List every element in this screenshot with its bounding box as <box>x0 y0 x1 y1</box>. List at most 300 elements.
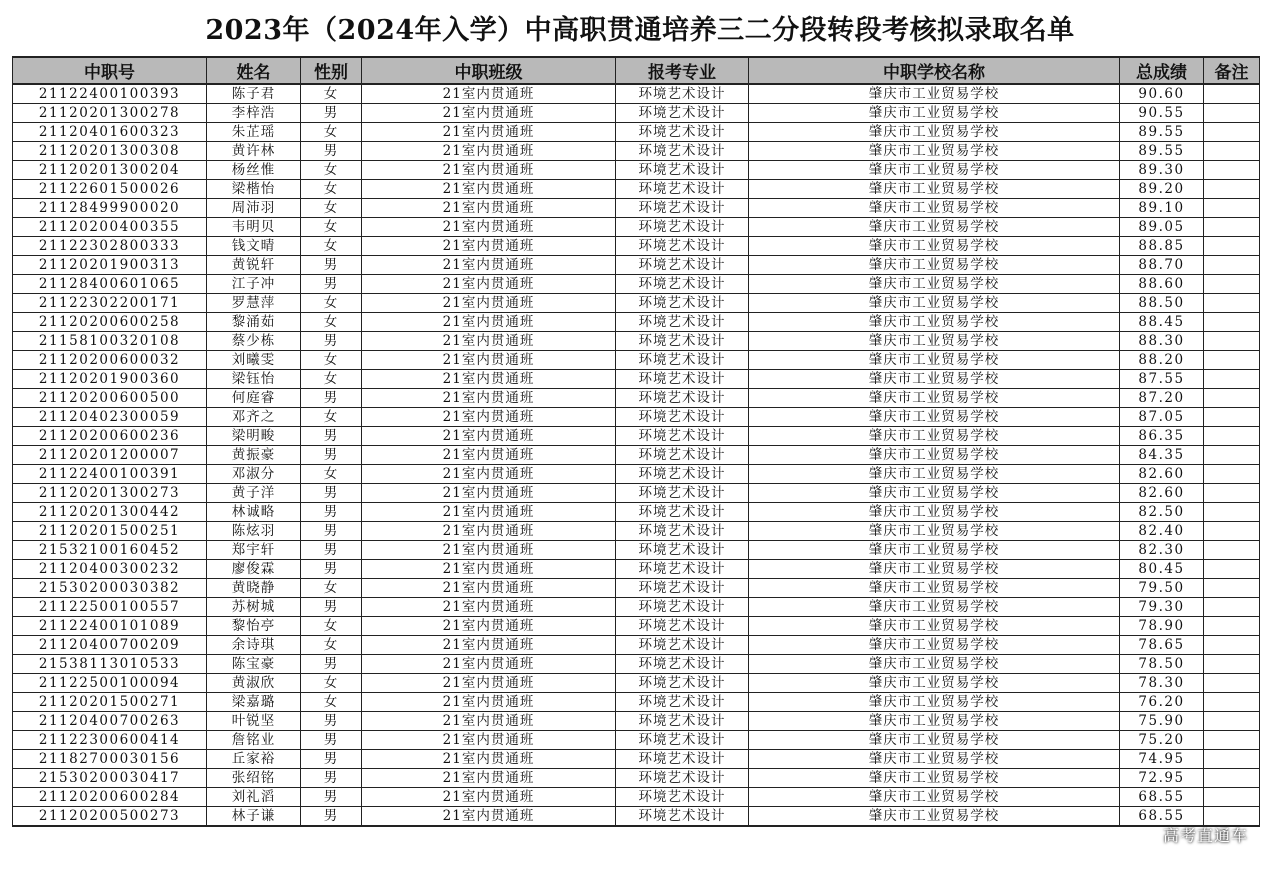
cell-name: 梁钰怡 <box>207 370 301 389</box>
cell-school: 肇庆市工业贸易学校 <box>749 427 1120 446</box>
cell-gender: 女 <box>301 180 362 199</box>
cell-class: 21室内贯通班 <box>362 465 616 484</box>
cell-total-score: 82.40 <box>1120 522 1204 541</box>
cell-gender: 女 <box>301 636 362 655</box>
page-title: 2023年（2024年入学）中高职贯通培养三二分段转段考核拟录取名单 <box>205 15 1075 46</box>
cell-major: 环境艺术设计 <box>616 446 749 465</box>
cell-major: 环境艺术设计 <box>616 465 749 484</box>
cell-total-score: 78.50 <box>1120 655 1204 674</box>
cell-major: 环境艺术设计 <box>616 598 749 617</box>
cell-name: 邓齐之 <box>207 408 301 427</box>
cell-class: 21室内贯通班 <box>362 294 616 313</box>
cell-gender: 男 <box>301 560 362 579</box>
cell-class: 21室内贯通班 <box>362 123 616 142</box>
cell-remarks <box>1204 180 1260 199</box>
cell-class: 21室内贯通班 <box>362 693 616 712</box>
cell-major: 环境艺术设计 <box>616 541 749 560</box>
cell-major: 环境艺术设计 <box>616 484 749 503</box>
cell-student-id: 21122302200171 <box>13 294 207 313</box>
cell-class: 21室内贯通班 <box>362 142 616 161</box>
table-row <box>13 750 1260 769</box>
cell-student-id: 21120201900313 <box>13 256 207 275</box>
cell-total-score: 87.05 <box>1120 408 1204 427</box>
cell-remarks <box>1204 332 1260 351</box>
cell-major: 环境艺术设计 <box>616 617 749 636</box>
cell-class: 21室内贯通班 <box>362 750 616 769</box>
cell-school: 肇庆市工业贸易学校 <box>749 484 1120 503</box>
cell-name: 张绍铭 <box>207 769 301 788</box>
cell-class: 21室内贯通班 <box>362 199 616 218</box>
cell-remarks <box>1204 617 1260 636</box>
cell-remarks <box>1204 351 1260 370</box>
cell-class: 21室内贯通班 <box>362 522 616 541</box>
cell-remarks <box>1204 104 1260 123</box>
cell-student-id: 21120200600258 <box>13 313 207 332</box>
cell-total-score: 74.95 <box>1120 750 1204 769</box>
cell-remarks <box>1204 389 1260 408</box>
cell-gender: 女 <box>301 84 362 104</box>
table-row <box>13 389 1260 408</box>
cell-school: 肇庆市工业贸易学校 <box>749 332 1120 351</box>
cell-remarks <box>1204 541 1260 560</box>
cell-major: 环境艺术设计 <box>616 560 749 579</box>
cell-remarks <box>1204 142 1260 161</box>
cell-remarks <box>1204 522 1260 541</box>
cell-class: 21室内贯通班 <box>362 161 616 180</box>
cell-school: 肇庆市工业贸易学校 <box>749 750 1120 769</box>
cell-major: 环境艺术设计 <box>616 750 749 769</box>
cell-school: 肇庆市工业贸易学校 <box>749 275 1120 294</box>
cell-school: 肇庆市工业贸易学校 <box>749 256 1120 275</box>
cell-school: 肇庆市工业贸易学校 <box>749 807 1120 827</box>
cell-school: 肇庆市工业贸易学校 <box>749 84 1120 104</box>
cell-class: 21室内贯通班 <box>362 332 616 351</box>
cell-gender: 男 <box>301 332 362 351</box>
cell-gender: 女 <box>301 161 362 180</box>
cell-class: 21室内贯通班 <box>362 579 616 598</box>
cell-student-id: 21120201300278 <box>13 104 207 123</box>
table-row <box>13 446 1260 465</box>
cell-gender: 男 <box>301 522 362 541</box>
admission-table <box>12 56 1260 827</box>
cell-school: 肇庆市工业贸易学校 <box>749 655 1120 674</box>
cell-major: 环境艺术设计 <box>616 275 749 294</box>
cell-gender: 女 <box>301 199 362 218</box>
cell-school: 肇庆市工业贸易学校 <box>749 560 1120 579</box>
cell-gender: 男 <box>301 104 362 123</box>
cell-name: 詹铭业 <box>207 731 301 750</box>
cell-student-id: 21120201900360 <box>13 370 207 389</box>
table-row <box>13 84 1260 104</box>
cell-student-id: 21120201300273 <box>13 484 207 503</box>
cell-major: 环境艺术设计 <box>616 788 749 807</box>
cell-gender: 男 <box>301 788 362 807</box>
table-row <box>13 541 1260 560</box>
table-row <box>13 769 1260 788</box>
cell-name: 蔡少栋 <box>207 332 301 351</box>
cell-gender: 女 <box>301 218 362 237</box>
cell-gender: 男 <box>301 807 362 827</box>
cell-gender: 男 <box>301 731 362 750</box>
cell-remarks <box>1204 161 1260 180</box>
cell-name: 黄振豪 <box>207 446 301 465</box>
cell-remarks <box>1204 788 1260 807</box>
cell-name: 韦明贝 <box>207 218 301 237</box>
cell-class: 21室内贯通班 <box>362 275 616 294</box>
cell-name: 廖俊霖 <box>207 560 301 579</box>
cell-student-id: 21120200600236 <box>13 427 207 446</box>
cell-school: 肇庆市工业贸易学校 <box>749 617 1120 636</box>
cell-total-score: 82.60 <box>1120 484 1204 503</box>
cell-student-id: 21530200030417 <box>13 769 207 788</box>
cell-major: 环境艺术设计 <box>616 674 749 693</box>
cell-major: 环境艺术设计 <box>616 161 749 180</box>
cell-student-id: 21128499900020 <box>13 199 207 218</box>
table-body <box>13 84 1260 826</box>
cell-school: 肇庆市工业贸易学校 <box>749 313 1120 332</box>
header-row <box>13 57 1260 84</box>
cell-gender: 男 <box>301 446 362 465</box>
cell-remarks <box>1204 446 1260 465</box>
table-row <box>13 332 1260 351</box>
cell-major: 环境艺术设计 <box>616 807 749 827</box>
cell-gender: 女 <box>301 237 362 256</box>
cell-class: 21室内贯通班 <box>362 351 616 370</box>
table-row <box>13 617 1260 636</box>
cell-class: 21室内贯通班 <box>362 731 616 750</box>
table-row <box>13 731 1260 750</box>
cell-student-id: 21122302800333 <box>13 237 207 256</box>
cell-school: 肇庆市工业贸易学校 <box>749 294 1120 313</box>
cell-major: 环境艺术设计 <box>616 218 749 237</box>
cell-major: 环境艺术设计 <box>616 522 749 541</box>
table-row <box>13 294 1260 313</box>
table-row <box>13 161 1260 180</box>
cell-major: 环境艺术设计 <box>616 104 749 123</box>
cell-total-score: 88.30 <box>1120 332 1204 351</box>
cell-remarks <box>1204 370 1260 389</box>
cell-school: 肇庆市工业贸易学校 <box>749 446 1120 465</box>
cell-student-id: 21532100160452 <box>13 541 207 560</box>
cell-gender: 女 <box>301 294 362 313</box>
table-row <box>13 370 1260 389</box>
cell-name: 刘曦雯 <box>207 351 301 370</box>
cell-major: 环境艺术设计 <box>616 503 749 522</box>
cell-class: 21室内贯通班 <box>362 370 616 389</box>
cell-school: 肇庆市工业贸易学校 <box>749 161 1120 180</box>
cell-gender: 男 <box>301 503 362 522</box>
table-row <box>13 693 1260 712</box>
cell-class: 21室内贯通班 <box>362 503 616 522</box>
cell-school: 肇庆市工业贸易学校 <box>749 636 1120 655</box>
cell-name: 陈炫羽 <box>207 522 301 541</box>
cell-name: 梁明畯 <box>207 427 301 446</box>
cell-gender: 男 <box>301 541 362 560</box>
cell-student-id: 21120200500273 <box>13 807 207 827</box>
cell-remarks <box>1204 294 1260 313</box>
cell-class: 21室内贯通班 <box>362 84 616 104</box>
cell-name: 黄锐轩 <box>207 256 301 275</box>
table-row <box>13 503 1260 522</box>
cell-name: 黄晓静 <box>207 579 301 598</box>
cell-major: 环境艺术设计 <box>616 712 749 731</box>
cell-name: 黄淑欣 <box>207 674 301 693</box>
cell-class: 21室内贯通班 <box>362 484 616 503</box>
cell-remarks <box>1204 712 1260 731</box>
cell-student-id: 21122400100393 <box>13 84 207 104</box>
header-total-score: 总成绩 <box>1120 57 1204 84</box>
cell-class: 21室内贯通班 <box>362 427 616 446</box>
cell-name: 朱芷瑶 <box>207 123 301 142</box>
cell-remarks <box>1204 313 1260 332</box>
cell-total-score: 82.60 <box>1120 465 1204 484</box>
cell-name: 陈宝豪 <box>207 655 301 674</box>
cell-name: 梁嘉璐 <box>207 693 301 712</box>
table-row <box>13 674 1260 693</box>
table-row <box>13 142 1260 161</box>
cell-name: 黎涌茹 <box>207 313 301 332</box>
cell-gender: 男 <box>301 256 362 275</box>
cell-class: 21室内贯通班 <box>362 674 616 693</box>
cell-major: 环境艺术设计 <box>616 351 749 370</box>
cell-remarks <box>1204 484 1260 503</box>
cell-gender: 女 <box>301 408 362 427</box>
cell-remarks <box>1204 465 1260 484</box>
cell-major: 环境艺术设计 <box>616 636 749 655</box>
cell-name: 余诗琪 <box>207 636 301 655</box>
cell-student-id: 21120400700209 <box>13 636 207 655</box>
cell-gender: 男 <box>301 427 362 446</box>
cell-total-score: 79.50 <box>1120 579 1204 598</box>
header-remarks: 备注 <box>1204 57 1260 84</box>
cell-total-score: 88.70 <box>1120 256 1204 275</box>
table-row <box>13 807 1260 827</box>
cell-total-score: 88.20 <box>1120 351 1204 370</box>
table-row <box>13 351 1260 370</box>
cell-remarks <box>1204 769 1260 788</box>
cell-student-id: 21158100320108 <box>13 332 207 351</box>
cell-school: 肇庆市工业贸易学校 <box>749 104 1120 123</box>
cell-school: 肇庆市工业贸易学校 <box>749 199 1120 218</box>
cell-name: 罗慧萍 <box>207 294 301 313</box>
cell-name: 丘家裕 <box>207 750 301 769</box>
cell-school: 肇庆市工业贸易学校 <box>749 180 1120 199</box>
cell-total-score: 89.30 <box>1120 161 1204 180</box>
cell-name: 何庭睿 <box>207 389 301 408</box>
cell-class: 21室内贯通班 <box>362 598 616 617</box>
cell-student-id: 21120201200007 <box>13 446 207 465</box>
cell-total-score: 88.45 <box>1120 313 1204 332</box>
cell-school: 肇庆市工业贸易学校 <box>749 370 1120 389</box>
cell-name: 杨丝惟 <box>207 161 301 180</box>
cell-total-score: 78.90 <box>1120 617 1204 636</box>
cell-total-score: 89.55 <box>1120 142 1204 161</box>
table-row <box>13 655 1260 674</box>
table-row <box>13 218 1260 237</box>
cell-total-score: 84.35 <box>1120 446 1204 465</box>
cell-school: 肇庆市工业贸易学校 <box>749 465 1120 484</box>
cell-gender: 女 <box>301 370 362 389</box>
cell-major: 环境艺术设计 <box>616 427 749 446</box>
cell-total-score: 88.85 <box>1120 237 1204 256</box>
cell-remarks <box>1204 636 1260 655</box>
cell-school: 肇庆市工业贸易学校 <box>749 503 1120 522</box>
cell-total-score: 82.50 <box>1120 503 1204 522</box>
table-row <box>13 313 1260 332</box>
cell-total-score: 80.45 <box>1120 560 1204 579</box>
cell-total-score: 86.35 <box>1120 427 1204 446</box>
cell-class: 21室内贯通班 <box>362 712 616 731</box>
cell-gender: 男 <box>301 275 362 294</box>
cell-class: 21室内贯通班 <box>362 769 616 788</box>
cell-class: 21室内贯通班 <box>362 541 616 560</box>
cell-remarks <box>1204 123 1260 142</box>
cell-total-score: 78.30 <box>1120 674 1204 693</box>
cell-remarks <box>1204 579 1260 598</box>
header-gender: 性别 <box>301 57 362 84</box>
cell-student-id: 21120201500271 <box>13 693 207 712</box>
cell-student-id: 21120201300204 <box>13 161 207 180</box>
cell-remarks <box>1204 560 1260 579</box>
cell-name: 黎怡亭 <box>207 617 301 636</box>
cell-gender: 女 <box>301 674 362 693</box>
cell-school: 肇庆市工业贸易学校 <box>749 712 1120 731</box>
cell-remarks <box>1204 503 1260 522</box>
cell-student-id: 21122400100391 <box>13 465 207 484</box>
cell-student-id: 21182700030156 <box>13 750 207 769</box>
cell-student-id: 21120200400355 <box>13 218 207 237</box>
cell-class: 21室内贯通班 <box>362 104 616 123</box>
header-student-id: 中职号 <box>13 57 207 84</box>
cell-student-id: 21120401600323 <box>13 123 207 142</box>
cell-remarks <box>1204 199 1260 218</box>
watermark: 高考直通车 <box>1162 826 1248 845</box>
cell-remarks <box>1204 256 1260 275</box>
cell-major: 环境艺术设计 <box>616 180 749 199</box>
cell-school: 肇庆市工业贸易学校 <box>749 579 1120 598</box>
table-row <box>13 788 1260 807</box>
cell-name: 叶锐坚 <box>207 712 301 731</box>
table-row <box>13 408 1260 427</box>
cell-gender: 女 <box>301 351 362 370</box>
cell-class: 21室内贯通班 <box>362 617 616 636</box>
cell-total-score: 75.90 <box>1120 712 1204 731</box>
cell-class: 21室内贯通班 <box>362 446 616 465</box>
cell-total-score: 76.20 <box>1120 693 1204 712</box>
cell-gender: 男 <box>301 750 362 769</box>
cell-school: 肇庆市工业贸易学校 <box>749 731 1120 750</box>
cell-major: 环境艺术设计 <box>616 769 749 788</box>
cell-gender: 男 <box>301 712 362 731</box>
table-row <box>13 199 1260 218</box>
cell-major: 环境艺术设计 <box>616 655 749 674</box>
cell-student-id: 21120400300232 <box>13 560 207 579</box>
cell-name: 苏树城 <box>207 598 301 617</box>
cell-school: 肇庆市工业贸易学校 <box>749 522 1120 541</box>
cell-gender: 男 <box>301 598 362 617</box>
header-name: 姓名 <box>207 57 301 84</box>
cell-major: 环境艺术设计 <box>616 408 749 427</box>
cell-name: 邓淑分 <box>207 465 301 484</box>
cell-name: 钱文晴 <box>207 237 301 256</box>
table-row <box>13 522 1260 541</box>
cell-total-score: 78.65 <box>1120 636 1204 655</box>
cell-total-score: 75.20 <box>1120 731 1204 750</box>
cell-class: 21室内贯通班 <box>362 180 616 199</box>
cell-gender: 男 <box>301 769 362 788</box>
table-row <box>13 560 1260 579</box>
cell-name: 林诚略 <box>207 503 301 522</box>
table-row <box>13 598 1260 617</box>
cell-gender: 男 <box>301 484 362 503</box>
cell-major: 环境艺术设计 <box>616 84 749 104</box>
cell-major: 环境艺术设计 <box>616 389 749 408</box>
cell-student-id: 21120201500251 <box>13 522 207 541</box>
cell-name: 周沛羽 <box>207 199 301 218</box>
cell-remarks <box>1204 731 1260 750</box>
table-row <box>13 256 1260 275</box>
cell-major: 环境艺术设计 <box>616 579 749 598</box>
cell-class: 21室内贯通班 <box>362 218 616 237</box>
cell-class: 21室内贯通班 <box>362 655 616 674</box>
cell-gender: 女 <box>301 313 362 332</box>
cell-remarks <box>1204 693 1260 712</box>
table-row <box>13 427 1260 446</box>
cell-name: 黄许林 <box>207 142 301 161</box>
cell-student-id: 21128400601065 <box>13 275 207 294</box>
cell-school: 肇庆市工业贸易学校 <box>749 693 1120 712</box>
cell-gender: 女 <box>301 465 362 484</box>
cell-name: 黄子洋 <box>207 484 301 503</box>
cell-student-id: 21530200030382 <box>13 579 207 598</box>
cell-major: 环境艺术设计 <box>616 313 749 332</box>
cell-major: 环境艺术设计 <box>616 370 749 389</box>
table-row <box>13 275 1260 294</box>
table-row <box>13 465 1260 484</box>
cell-gender: 女 <box>301 693 362 712</box>
cell-class: 21室内贯通班 <box>362 237 616 256</box>
cell-name: 刘礼滔 <box>207 788 301 807</box>
cell-gender: 男 <box>301 389 362 408</box>
cell-school: 肇庆市工业贸易学校 <box>749 674 1120 693</box>
table-row <box>13 123 1260 142</box>
table-row <box>13 180 1260 199</box>
cell-major: 环境艺术设计 <box>616 256 749 275</box>
cell-gender: 男 <box>301 655 362 674</box>
table-row <box>13 579 1260 598</box>
cell-student-id: 21122500100094 <box>13 674 207 693</box>
cell-name: 梁楷怡 <box>207 180 301 199</box>
table-row <box>13 636 1260 655</box>
header-school: 中职学校名称 <box>749 57 1120 84</box>
cell-school: 肇庆市工业贸易学校 <box>749 408 1120 427</box>
cell-student-id: 21120402300059 <box>13 408 207 427</box>
cell-major: 环境艺术设计 <box>616 237 749 256</box>
cell-remarks <box>1204 674 1260 693</box>
cell-class: 21室内贯通班 <box>362 807 616 827</box>
cell-remarks <box>1204 408 1260 427</box>
cell-total-score: 82.30 <box>1120 541 1204 560</box>
cell-class: 21室内贯通班 <box>362 313 616 332</box>
table-row <box>13 104 1260 123</box>
cell-student-id: 21120200600500 <box>13 389 207 408</box>
cell-remarks <box>1204 84 1260 104</box>
cell-student-id: 21120200600032 <box>13 351 207 370</box>
cell-name: 李梓浩 <box>207 104 301 123</box>
cell-gender: 女 <box>301 123 362 142</box>
cell-class: 21室内贯通班 <box>362 256 616 275</box>
cell-total-score: 89.20 <box>1120 180 1204 199</box>
